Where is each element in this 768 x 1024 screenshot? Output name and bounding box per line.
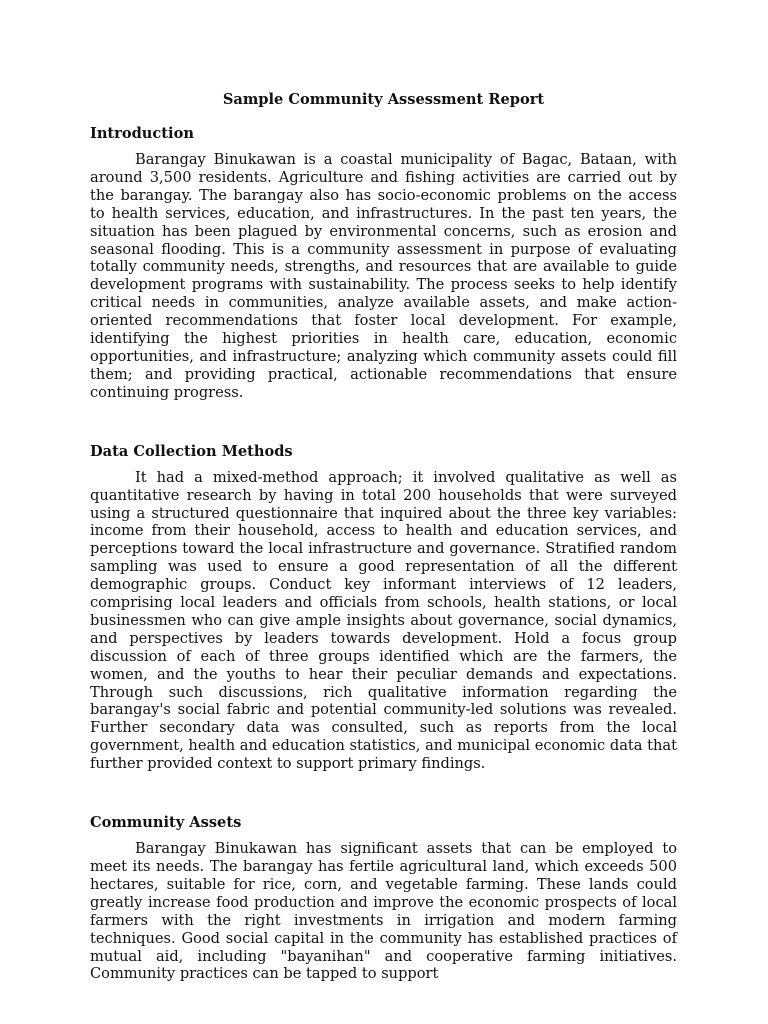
document-title: Sample Community Assessment Report xyxy=(222,91,545,108)
section-heading-data-collection-methods: Data Collection Methods xyxy=(90,442,293,460)
section-body-community-assets: Barangay Binukawan has significant assets that can be employed to meet its needs. The barangay has fertile agricultural land, which exceeds 500 hectares, suitable for rice, corn, and vegetable farming. These lands could greatly increase food production and improve the economic prospects of local farmers with the right investments in irrigation and modern farming techniques. Good social capital in the community has established practices of mutual aid, including "bayanihan" and cooperative farming initiatives. Community practices can be tapped to support xyxy=(90,840,677,983)
section-heading-community-assets: Community Assets xyxy=(90,814,242,832)
section-data-collection-methods xyxy=(90,440,677,773)
section-introduction xyxy=(90,122,677,402)
section-community-assets xyxy=(90,811,677,983)
section-body-data-collection-methods: It had a mixed-method approach; it involved qualitative as well as quantitative research by having in total 200 households that were surveyed using a structured questionnaire that inquired about the three key variables: income from their household, access to health and education services, and perceptions toward the local infrastructure and governance. Stratified random sampling was used to ensure a good representation of all the different demographic groups. Conduct key informant interviews of 12 leaders, comprising local leaders and officials from schools, health stations, or local businessmen who can give ample insights about governance, social dynamics, and perspectives by leaders towards development. Hold a focus group discussion of each of three groups identified which are the farmers, the women, and the youths to hear their peculiar demands and expectations. Through such discussions, rich qualitative information regarding the barangay's social fabric and potential community-led solutions was revealed. Further secondary data was consulted, such as reports from the local government, health and education statistics, and municipal economic data that further provided context to support primary findings. xyxy=(90,468,677,773)
section-heading-introduction: Introduction xyxy=(90,125,194,142)
section-spacer xyxy=(90,773,677,811)
section-body-introduction: Barangay Binukawan is a coastal municipality of Bagac, Bataan, with around 3,500 residents. Agriculture and fishing activities are carried out by the barangay. The barangay also has socio-economic problems on the access to health services, education, and infrastructures. In the past ten years, the situation has been plagued by environmental concerns, such as erosion and seasonal flooding. This is a community assessment in purpose of evaluating totally community needs, strengths, and resources that are available to guide development programs with sustainability. The process seeks to help identify critical needs in communities, analyze available assets, and make action-oriented recommendations that foster local development. For example, identifying the highest priorities in health care, education, economic opportunities, and infrastructure; analyzing which community assets could fill them; and providing practical, actionable recommendations that ensure continuing progress. xyxy=(90,151,677,401)
document-page xyxy=(90,88,677,983)
section-spacer xyxy=(90,402,677,440)
